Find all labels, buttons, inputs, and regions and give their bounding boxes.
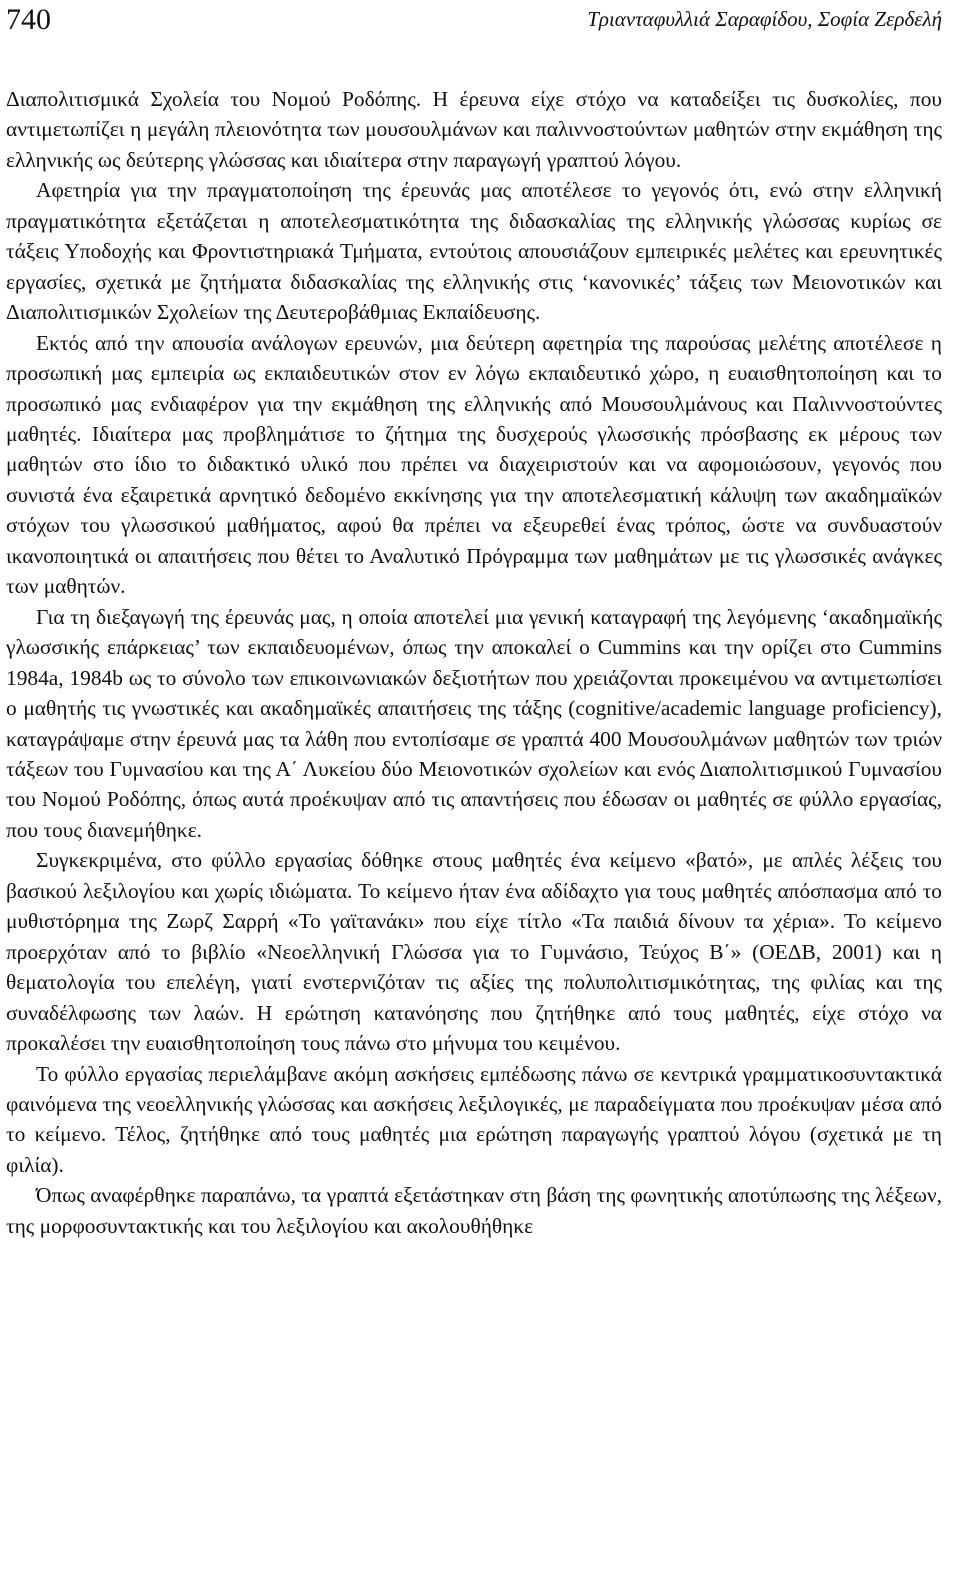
paragraph: Όπως αναφέρθηκε παραπάνω, τα γραπτά εξετάστηκαν στη βάση της φωνητικής αποτύπωσης της λέξεων, της μορφοσυντακτικής και του λεξιλογίου και ακολουθήθηκε [6, 1183, 942, 1238]
page-header [6, 2, 942, 42]
body-text [6, 84, 942, 1241]
paragraph: Διαπολιτισμικά Σχολεία του Νομού Ροδόπης. Η έρευνα είχε στόχο να καταδείξει τις δυσκολίες, που αντιμετωπίζει η μεγάλη πλειονότητα των μουσουλμάνων και παλιννοστούντων μαθητών στην εκμάθηση της ελληνικής ως δεύτερης γλώσσας και ιδιαίτερα στην παραγωγή γραπτού λόγου. [6, 87, 942, 172]
paragraph: Συγκεκριμένα, στο φύλλο εργασίας δόθηκε στους μαθητές ένα κείμενο «βατό», με απλές λέξεις του βασικού λεξιλογίου και χωρίς ιδιώματα. Το κείμενο ήταν ένα αδίδαχτο για τους μαθητές απόσπασμα από το μυθιστόρημα της Ζωρζ Σαρρή «Το γαϊτανάκι» που είχε τίτλο «Τα παιδιά δίνουν τα χέρια». Το κείμενο προερχόταν από το βιβλίο «Νεοελληνική Γλώσσα για το Γυμνάσιο, Τεύχος Β΄» (ΟΕΔΒ, 2001) και η θεματολογία του επελέγη, γιατί ενστερνιζόταν τις αξίες της πολυπολιτισμικότητας, της φιλίας και της συναδέλφωσης των λαών. Η ερώτηση κατανόησης που ζητήθηκε από τους μαθητές, είχε στόχο να προκαλέσει την ευαισθητοποίηση τους πάνω στο μήνυμα του κειμένου. [6, 848, 942, 1056]
page-number: 740 [6, 3, 51, 36]
paragraph: Εκτός από την απουσία ανάλογων ερευνών, μια δεύτερη αφετηρία της παρούσας μελέτης αποτέλεσε η προσωπική μας εμπειρία ως εκπαιδευτικών στον εν λόγω εκπαιδευτικό χώρο, η ευαισθητοποίηση και το προσωπικό μας ενδιαφέρον για την εκμάθηση της ελληνικής από Μουσουλμάνους και Παλιννοστούντες μαθητές. Ιδιαίτερα μας προβλημάτισε το ζήτημα της δυσχερούς γλωσσικής πρόσβασης εκ μέρους των μαθητών στο ίδιο το διδακτικό υλικό που πρέπει να διαχειριστούν και να αφομοιώσουν, γεγονός που συνιστά ένα εξαιρετικά αρνητικό δεδομένο εκκίνησης για την αποτελεσματική κάλυψη των ακαδημαϊκών στόχων του γλωσσικού μαθήματος, αφού θα πρέπει να εξευρεθεί ένας τρόπος, ώστε να συνδυαστούν ικανοποιητικά οι απαιτήσεις που θέτει το Αναλυτικό Πρόγραμμα των μαθημάτων με τις γλωσσικές ανάγκες των μαθητών. [6, 330, 942, 599]
running-head: Τριανταφυλλιά Σαραφίδου, Σοφία Ζερδελή [587, 7, 942, 31]
paragraph: Αφετηρία για την πραγματοποίηση της έρευνάς μας αποτέλεσε το γεγονός ότι, ενώ στην ελληνική πραγματικότητα εξετάζεται η αποτελεσματικότητα της διδασκαλίας της ελληνικής γλώσσας κυρίως σε τάξεις Υποδοχής και Φροντιστηριακά Τμήματα, εντούτοις απουσιάζουν εμπειρικές μελέτες και ερευνητικές εργασίες, σχετικά με ζητήματα διδασκαλίας της ελληνικής στις ‘κανονικές’ τάξεις των Μειονοτικών και Διαπολιτισμικών Σχολείων της Δευτεροβάθμιας Εκπαίδευσης. [6, 178, 942, 325]
paragraph: Το φύλλο εργασίας περιελάμβανε ακόμη ασκήσεις εμπέδωσης πάνω σε κεντρικά γραμματικοσυντακτικά φαινόμενα της νεοελληνικής γλώσσας και ασκήσεις λεξιλογικές, με παραδείγματα που προέκυψαν μέσα από το κείμενο. Τέλος, ζητήθηκε από τους μαθητές μια ερώτηση παραγωγής γραπτού λόγου (σχετικά με τη φιλία). [6, 1061, 942, 1177]
paragraph: Για τη διεξαγωγή της έρευνάς μας, η οποία αποτελεί μια γενική καταγραφή της λεγόμενης ‘ακαδημαϊκής γλωσσικής επάρκειας’ των εκπαιδευομένων, όπως την αποκαλεί ο Cummins και την ορίζει στο Cummins 1984a, 1984b ως το σύνολο των επικοινωνιακών δεξιοτήτων που χρειάζονται προκειμένου να αντιμετωπίσει ο μαθητής τις γνωστικές και ακαδημαϊκές απαιτήσεις της τάξης (cognitive/academic language proficiency), καταγράψαμε στην έρευνά μας τα λάθη που εντοπίσαμε σε γραπτά 400 Μουσουλμάνων μαθητών των τριών τάξεων του Γυμνασίου και της Α΄ Λυκείου δύο Μειονοτικών σχολείων και ενός Διαπολιτισμικού Γυμνασίου του Νομού Ροδόπης, όπως αυτά προέκυψαν από τις απαντήσεις που έδωσαν οι μαθητές σε φύλλο εργασίας, που τους διανεμήθηκε. [6, 604, 942, 842]
